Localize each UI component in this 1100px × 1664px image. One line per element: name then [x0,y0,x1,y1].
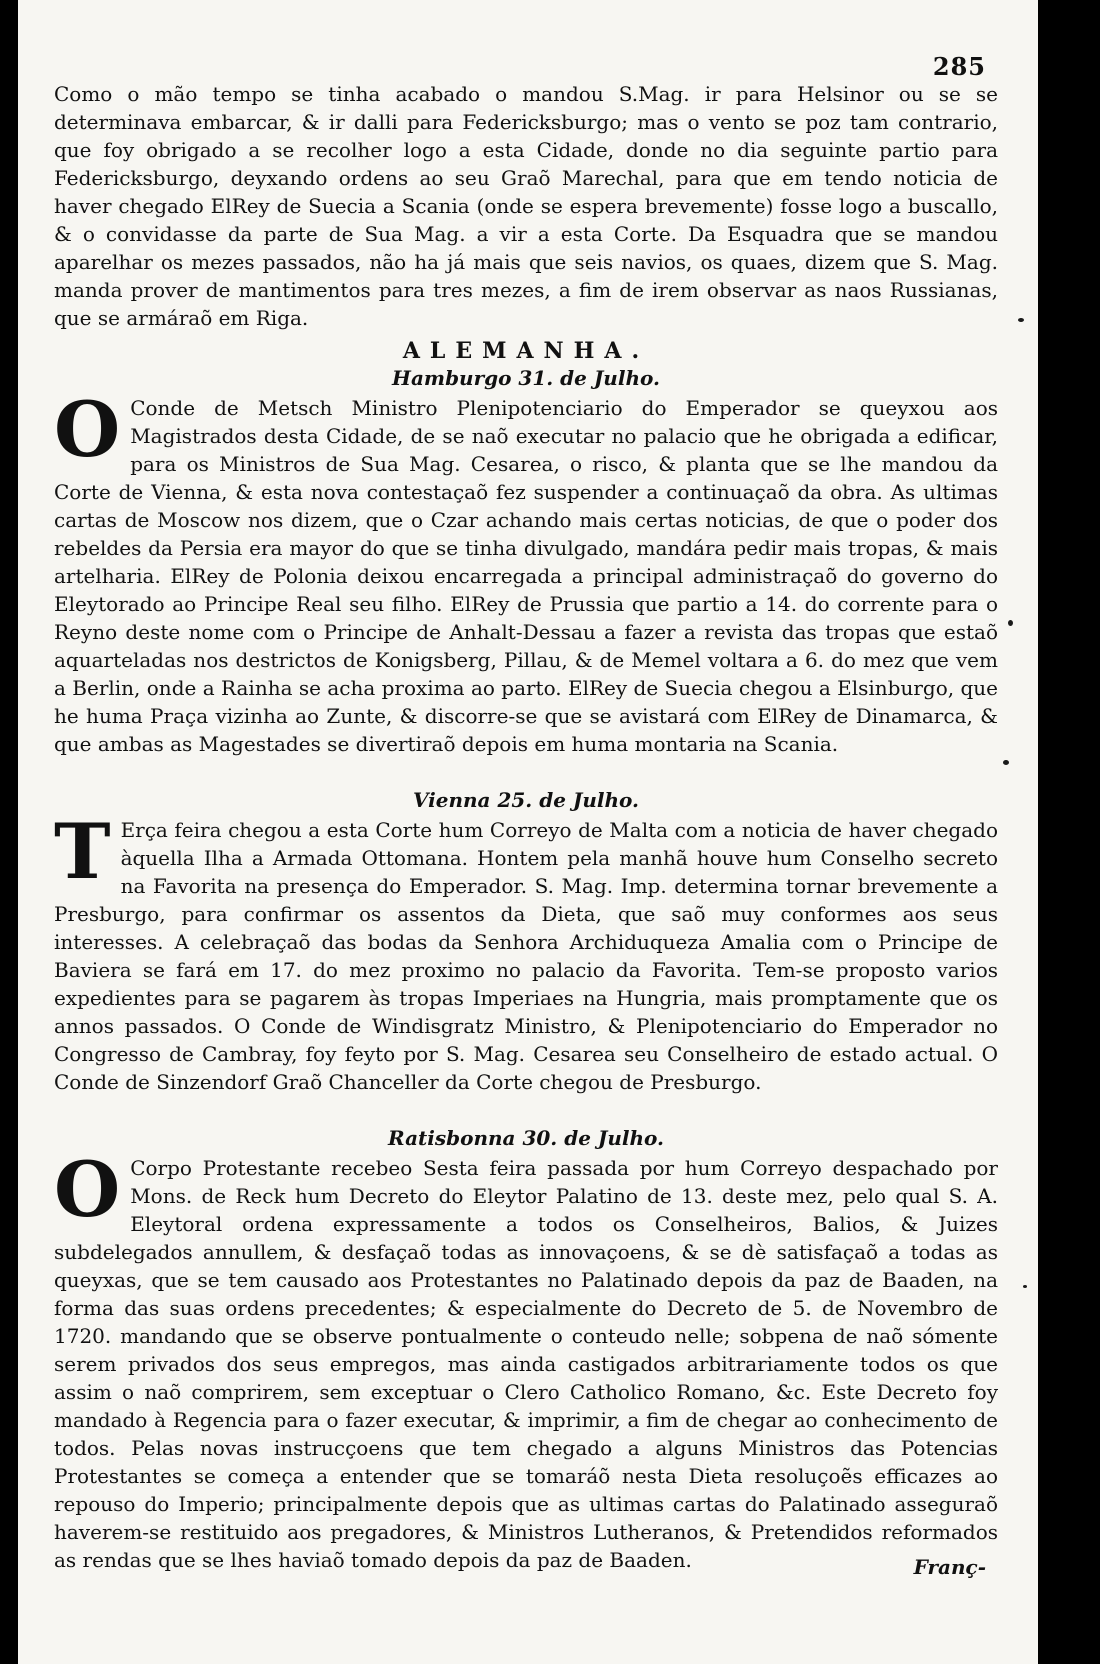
dateline-ratisbonna: Ratisbonna 30. de Julho. [388,1126,664,1150]
article-vienna [54,807,998,1096]
dropcap: O [54,385,121,474]
page-number: 285 [932,52,986,81]
ink-speck [1023,1285,1027,1288]
catchword: Franç- [913,1555,986,1579]
article-text: Conde de Metsch Ministro Plenipotenciario do Emperador se queyxou aos Magistrados desta Cidade, de se naõ executar no palacio que he obrigada a edificar, para os Ministros de Sua Mag. Cesarea, o risco, & planta que se lhe mandou da Corte de Vienna, & esta nova contestaçaõ fez suspender a continuaçaõ da obra. As ultimas cartas de Moscow nos dizem, que o Czar achando mais certas noticias, de que o poder dos rebeldes da Persia era mayor do que se tinha divulgado, mandára pedir mais tropas, & mais artelharia. ElRey de Polonia deixou encarregada a principal administraçaõ do governo do Eleytorado ao Principe Real seu filho. ElRey de Prussia que partio a 14. do corrente para o Reyno deste nome com o Principe de Anhalt-Dessau a fazer a revista das tropas que estaõ aquarteladas nos destrictos de Konigsberg, Pillau, & de Memel voltara a 6. do mez que vem a Berlin, onde a Rainha se acha proxima ao parto. ElRey de Suecia chegou a Elsinburgo, que he huma Praça vizinha ao Zunte, & discorre-se que se avistará com ElRey de Dinamarca, & que ambas as Magestades se divertiraõ depois em huma montaria na Scania. [54,396,998,756]
dateline-hamburgo: Hamburgo 31. de Julho. [392,366,660,390]
section-title: ALEMANHA. [402,338,650,364]
ink-speck [1003,760,1009,765]
dateline-vienna: Vienna 25. de Julho. [412,788,639,812]
intro-paragraph: Como o mão tempo se tinha acabado o mandou S.Mag. ir para Helsinor ou se se determinava embarcar, & ir dalli para Federicksburgo; mas o vento se poz tam contrario, que foy obrigado a se recolher logo a esta Cidade, donde no dia seguinte partio para Federicksburgo, deyxando ordens ao seu Graõ Marechal, para que em tendo noticia de haver chegado ElRey de Suecia a Scania (onde se espera brevemente) fosse logo a buscallo, & o convidasse da parte de Sua Mag. a vir a esta Corte. Da Esquadra que se mandou aparelhar os mezes passados, não ha já mais que seis navios, os quaes, dizem que S. Mag. manda prover de mantimentos para tres mezes, a fim de irem observar as naos Russianas, que se armáraõ em Riga. [54,82,998,330]
dropcap: T [54,807,111,896]
dropcap: O [54,1145,121,1234]
article-text: Corpo Protestante recebeo Sesta feira passada por hum Correyo despachado por Mons. de Reck hum Decreto do Eleytor Palatino de 13. deste mez, pelo qual S. A. Eleytoral ordena expressamente a todos os Conselheiros, Balios, & Juizes subdelegados annullem, & desfaçaõ todas as innovaçoens, & se dè satisfaçaõ a todas as queyxas, que se tem causado aos Protestantes no Palatinado depois da paz de Baaden, na forma das suas ordens precedentes; & especialmente do Decreto de 5. de Novembro de 1720. mandando que se observe pontualmente o conteudo nelle; sobpena de naõ sómente serem privados dos seus empregos, mas ainda castigados arbitrariamente todos os que assim o naõ comprirem, sem exceptuar o Clero Catholico Romano, &c. Este Decreto foy mandado à Regencia para o fazer executar, & imprimir, a fim de chegar ao conhecimento de todos. Pelas novas instrucçoens que tem chegado a alguns Ministros das Potencias Protestantes se começa a entender que se tomaráõ nesta Dieta resoluçoẽs efficazes ao repouso do Imperio; principalmente depois que as ultimas cartas do Palatinado asseguraõ haverem-se restituido aos pregadores, & Ministros Lutheranos, & Pretendidos reformados as rendas que se lhes haviaõ tomado depois da paz de Baaden. [54,1156,998,1572]
newspaper-page [18,0,1038,1664]
article-ratisbonna [54,1145,998,1574]
article-text: Erça feira chegou a esta Corte hum Correyo de Malta com a noticia de haver chegado àquella Ilha a Armada Ottomana. Hontem pela manhã houve hum Conselho secreto na Favorita na presença do Emperador. S. Mag. Imp. determina tornar brevemente a Presburgo, para confirmar os assentos da Dieta, que saõ muy conformes aos seus interesses. A celebraçaõ das bodas da Senhora Archiduqueza Amalia com o Principe de Baviera se fará em 17. do mez proximo no palacio da Favorita. Tem-se proposto varios expedientes para se pagarem às tropas Imperiaes na Hungria, mais promptamente que os annos passados. O Conde de Windisgratz Ministro, & Plenipotenciario do Emperador no Congresso de Cambray, foy feyto por S. Mag. Cesarea seu Conselheiro de estado actual. O Conde de Sinzendorf Graõ Chanceller da Corte chegou de Presburgo. [54,818,998,1094]
article-hamburgo [54,385,998,758]
ink-speck [1018,318,1024,322]
ink-speck [1008,620,1013,626]
